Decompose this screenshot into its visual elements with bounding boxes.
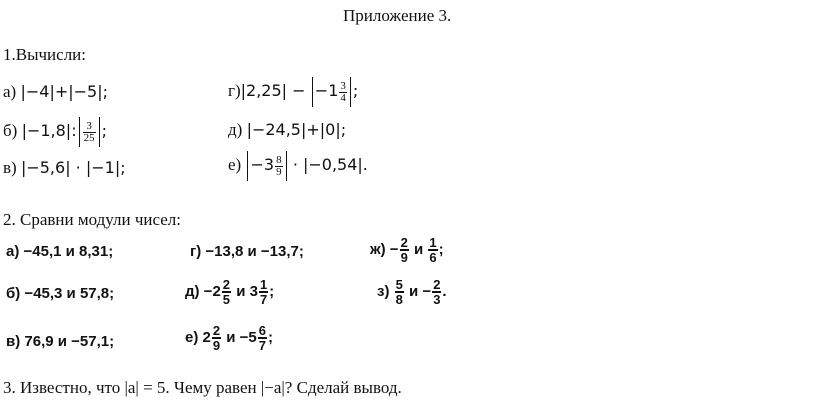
task2-item-zh: ж) − $\frac{2}{9}$ и $\frac{1}{6}$ ;: [370, 235, 444, 265]
task2-item-b: б) −45,3 и 57,8;: [6, 285, 115, 302]
task1-item-v: в) |−5,6| · |−1|;: [3, 158, 126, 177]
task3-text: 3. Известно, что |a| = 5. Чему равен |−a|? Сделай вывод.: [3, 378, 402, 397]
task2-heading: 2. Сравни модули чисел:: [3, 210, 182, 229]
task1-item-d: д) |−24,5|+|0|;: [228, 120, 347, 139]
task1-item-e: е) −3 $\frac{8}{9}$ · |−0,54|.: [228, 151, 368, 181]
task2-item-a: а) −45,1 и 8,31;: [6, 243, 114, 260]
task1-item-b: б) |−1,8|: $\frac{3}{25}$ ;: [3, 117, 107, 147]
appendix-title: Приложение 3.: [343, 6, 452, 25]
task1-item-a: а) |−4|+|−5|;: [3, 82, 108, 101]
task1-item-g: г)|2,25| − −1 $\frac{3}{4}$ ;: [228, 77, 358, 107]
task2-item-z: з) $\frac{5}{8}$ и − $\frac{2}{3}$ .: [377, 277, 447, 307]
task1-heading: 1.Вычисли:: [3, 45, 87, 64]
task2-item-v: в) 76,9 и −57,1;: [6, 333, 115, 350]
task2-item-d: д) −2 $\frac{2}{5}$ и 3 $\frac{1}{7}$ ;: [185, 277, 275, 307]
task2-item-g: г) −13,8 и −13,7;: [190, 243, 304, 260]
task2-item-e: е) 2 $\frac{2}{9}$ и −5 $\frac{6}{7}$ ;: [185, 323, 273, 353]
